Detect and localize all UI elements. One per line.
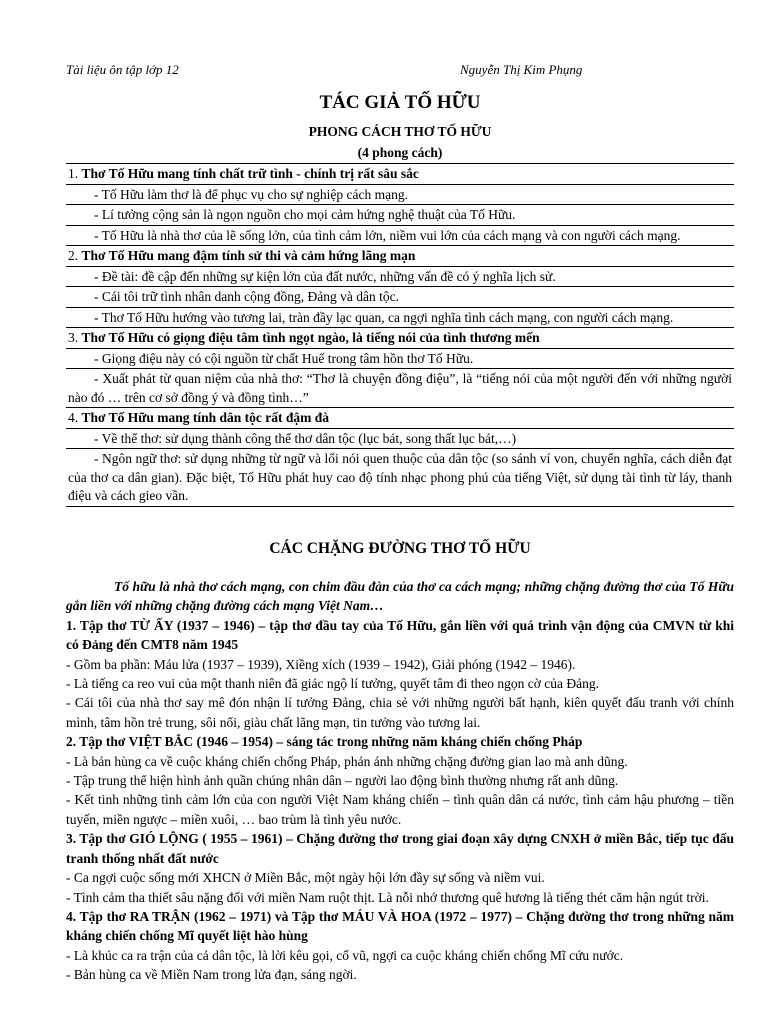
stage-heading: 3. Tập thơ GIÓ LỘNG ( 1955 – 1961) – Chặng đường thơ trong giai đoạn xây dựng CNXH ở miền Bắc, tiếp tục đấu tranh thống nhất đất nước: [66, 831, 734, 866]
page-title: TÁC GIẢ TỐ HỮU: [319, 92, 481, 113]
style-point: - Lí tưởng cộng sản là ngọn nguồn cho mọi cảm hứng nghệ thuật của Tố Hữu.: [66, 204, 734, 225]
style-number: 2.: [68, 248, 82, 263]
style-point: - Ngôn ngữ thơ: sử dụng những từ ngữ và lối nói quen thuộc của dân tộc (so sánh ví von, chuyển nghĩa, cách diễn đạt của thơ ca dân gian). Đặc biệt, Tố Hữu phát huy cao độ tính nhạc phong phú của tiếng Việt, sử dụng tài tình từ láy, thanh điệu và cách gieo vần.: [66, 448, 734, 507]
style-heading-text: Thơ Tố Hữu mang tính chất trữ tình - chính trị rất sâu sắc: [81, 166, 419, 181]
stage-point: - Ca ngợi cuộc sống mới XHCN ở Miền Bắc, một ngày hội lớn đầy sự sống và niềm vui.: [66, 870, 545, 886]
style-point: - Giọng điệu này có cội nguồn từ chất Huế trong tâm hồn thơ Tố Hữu.: [66, 348, 734, 369]
style-row-heading: [66, 407, 734, 428]
style-count: (4 phong cách): [357, 145, 443, 160]
stages-heading: CÁC CHẶNG ĐƯỜNG THƠ TỐ HỮU: [269, 540, 531, 557]
style-point: - Tố Hữu là nhà thơ của lẽ sống lớn, của tình cảm lớn, niềm vui lớn của cách mạng và con người cách mạng.: [66, 225, 734, 246]
style-row-heading: [66, 327, 734, 348]
stage-point: - Kết tinh những tình cảm lớn của con người Việt Nam kháng chiến – tình quân dân cá nước, tình cảm hậu phương – tiền tuyến, miền ngược – miền xuôi, … bao trùm là tình yêu nước.: [66, 792, 734, 827]
header-left: Tài liệu ôn tập lớp 12: [66, 62, 179, 77]
style-point: - Về thể thơ: sử dụng thành công thể thơ dân tộc (lục bát, song thất lục bát,…): [66, 428, 734, 449]
style-table: [66, 163, 734, 507]
stage-heading: 4. Tập thơ RA TRẬN (1962 – 1971) và Tập thơ MÁU VÀ HOA (1972 – 1977) – Chặng đường thơ trong những năm kháng chiến chống Mĩ quyết liệt hào hùng: [66, 908, 734, 944]
style-number: 4.: [68, 410, 82, 425]
stage-point: - Là khúc ca ra trận của cả dân tộc, là lời kêu gọi, cổ vũ, ngợi ca cuộc kháng chiến chống Mĩ cứu nước.: [66, 947, 624, 963]
style-point: - Tố Hữu làm thơ là để phục vụ cho sự nghiệp cách mạng.: [66, 184, 734, 205]
stage-point: - Là bản hùng ca về cuộc kháng chiến chống Pháp, phản ánh những chặng đường gian lao mà anh dũng.: [66, 753, 628, 769]
style-row-heading: [66, 245, 734, 266]
stage-heading: 1. Tập thơ TỪ ẤY (1937 – 1946) – tập thơ đầu tay của Tố Hữu, gắn liền với quá trình vận động của CMVN từ khi có Đảng đến CMT8 năm 1945: [66, 617, 734, 653]
stage-heading: 2. Tập thơ VIỆT BẮC (1946 – 1954) – sáng tác trong những năm kháng chiến chống Pháp: [66, 734, 583, 750]
style-number: 1.: [68, 166, 82, 181]
style-point: - Đề tài: đề cập đến những sự kiện lớn của đất nước, những vấn đề có ý nghĩa lịch sử.: [66, 266, 734, 287]
style-heading-text: Thơ Tố Hữu mang đậm tính sử thi và cảm hứng lãng mạn: [81, 248, 416, 263]
stages-body: [66, 577, 734, 985]
stage-point: - Là tiếng ca reo vui của một thanh niên đã giác ngộ lí tưởng, quyết tâm đi theo ngọn cờ của Đảng.: [66, 676, 599, 692]
stage-point: - Bản hùng ca về Miền Nam trong lửa đạn, sáng ngời.: [66, 967, 357, 983]
style-row-heading: [66, 163, 734, 184]
style-heading-text: Thơ Tố Hữu có giọng điệu tâm tình ngọt ngào, là tiếng nói của tình thương mến: [81, 330, 540, 345]
page-header: [66, 62, 706, 80]
stages-intro: Tố hữu là nhà thơ cách mạng, con chim đầu đàn của thơ ca cách mạng; những chặng đường thơ của Tố Hữu gắn liền với những chặng đường cách mạng Việt Nam…: [66, 579, 734, 614]
style-point: - Thơ Tố Hữu hướng vào tương lai, tràn đầy lạc quan, ca ngợi nghĩa tình cách mạng, con người cách mạng.: [66, 307, 734, 328]
style-point: - Xuất phát từ quan niệm của nhà thơ: “Thơ là chuyện đồng điệu”, là “tiếng nói của một người đến với những người nào đó … trên cơ sở đồng ý và đồng tình…”: [66, 368, 734, 407]
stage-point: - Cái tôi của nhà thơ say mê đón nhận lí tưởng Đảng, chia sẻ với những người bất hạnh, kiên quyết đấu tranh với chính mình, tâm hồn trẻ trung, sôi nổi, giàu chất lãng mạn, tin tưởng vào tương lai.: [66, 695, 734, 730]
stage-point: - Tình cảm tha thiết sâu nặng đối với miền Nam ruột thịt. Là nỗi nhớ thương quê hương là tiếng thét căm hận ngút trời.: [66, 889, 709, 905]
header-right: Nguyễn Thị Kim Phụng: [460, 62, 583, 77]
stage-point: - Tập trung thể hiện hình ảnh quần chúng nhân dân – người lao động bình thường nhưng rất anh dũng.: [66, 773, 619, 789]
style-heading-text: Thơ Tố Hữu mang tính dân tộc rất đậm đà: [81, 410, 330, 425]
stage-point: - Gồm ba phần: Máu lửa (1937 – 1939), Xiềng xích (1939 – 1942), Giải phóng (1942 – 1946).: [66, 656, 576, 672]
style-point: - Cái tôi trữ tình nhân danh cộng đồng, Đảng và dân tộc.: [66, 286, 734, 307]
style-heading: PHONG CÁCH THƠ TỐ HỮU: [308, 124, 492, 139]
style-number: 3.: [68, 330, 82, 345]
